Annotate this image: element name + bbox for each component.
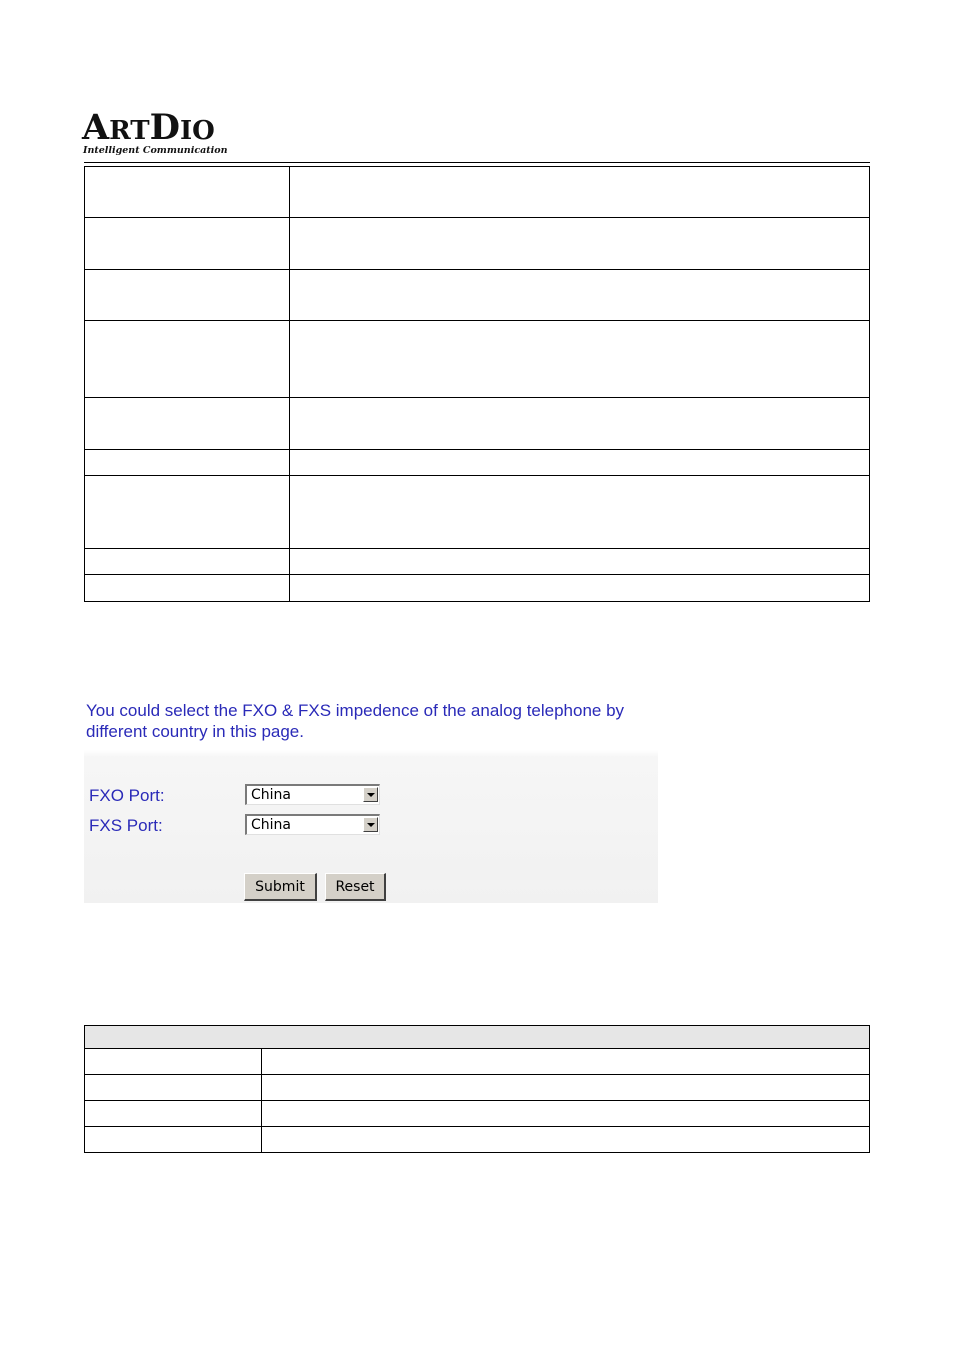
- table-cell: [85, 1075, 262, 1101]
- table-cell: [85, 476, 290, 549]
- table-row: [85, 1127, 870, 1153]
- table-cell: [290, 398, 870, 450]
- fxs-port-select[interactable]: [245, 814, 380, 835]
- table-row: [85, 167, 870, 218]
- table-row: [85, 270, 870, 321]
- table-row: [85, 450, 870, 476]
- table-row: [85, 549, 870, 575]
- table-cell: [85, 270, 290, 321]
- table-row: [85, 218, 870, 270]
- intro-line-1: You could select the FXO & FXS impedence of the analog telephone by: [86, 701, 625, 720]
- table-cell: [85, 450, 290, 476]
- table-cell: [85, 1127, 262, 1153]
- chevron-down-icon[interactable]: [363, 817, 378, 832]
- impedance-settings-screenshot: [84, 695, 658, 903]
- reset-button[interactable]: Reset: [325, 873, 386, 901]
- table-row: [85, 476, 870, 549]
- country-table: [84, 1025, 870, 1153]
- table-cell: [85, 549, 290, 575]
- fxo-port-select[interactable]: [245, 784, 380, 805]
- table-row: [85, 575, 870, 602]
- table-row: [85, 1075, 870, 1101]
- fxs-port-label: FXS Port:: [89, 816, 163, 835]
- logo-tagline: Intelligent Communication: [83, 145, 228, 156]
- table-cell: [85, 575, 290, 602]
- table-cell: [290, 167, 870, 218]
- parameter-table: [84, 166, 870, 602]
- table-row: [85, 321, 870, 398]
- fxo-port-label: FXO Port:: [89, 786, 165, 805]
- artdio-logo: [82, 107, 228, 160]
- table-cell: [262, 1101, 870, 1127]
- table-cell: [262, 1049, 870, 1075]
- table-cell: [85, 1101, 262, 1127]
- table-cell: [290, 476, 870, 549]
- table-cell: [290, 575, 870, 602]
- table-row: [85, 1101, 870, 1127]
- table-cell: [290, 450, 870, 476]
- table-cell: [290, 321, 870, 398]
- fxo-port-value: China: [251, 787, 291, 803]
- intro-line-2: different country in this page.: [86, 722, 304, 741]
- table-cell: [290, 549, 870, 575]
- table-row: [85, 1049, 870, 1075]
- table-cell: [262, 1075, 870, 1101]
- table-cell: [85, 218, 290, 270]
- submit-button[interactable]: Submit: [244, 873, 317, 901]
- table-row: [85, 398, 870, 450]
- table-header-row: [85, 1026, 870, 1049]
- table-cell: [85, 398, 290, 450]
- table-cell: [290, 218, 870, 270]
- table-header-cell: [85, 1026, 870, 1049]
- table-cell: [85, 321, 290, 398]
- fxs-port-value: China: [251, 817, 291, 833]
- chevron-down-icon[interactable]: [363, 787, 378, 802]
- table-cell: [262, 1127, 870, 1153]
- logo-wordmark: ARTDIO: [82, 107, 215, 148]
- table-cell: [290, 270, 870, 321]
- header-rule: [84, 162, 870, 163]
- table-cell: [85, 1049, 262, 1075]
- intro-text: [86, 700, 686, 742]
- table-cell: [85, 167, 290, 218]
